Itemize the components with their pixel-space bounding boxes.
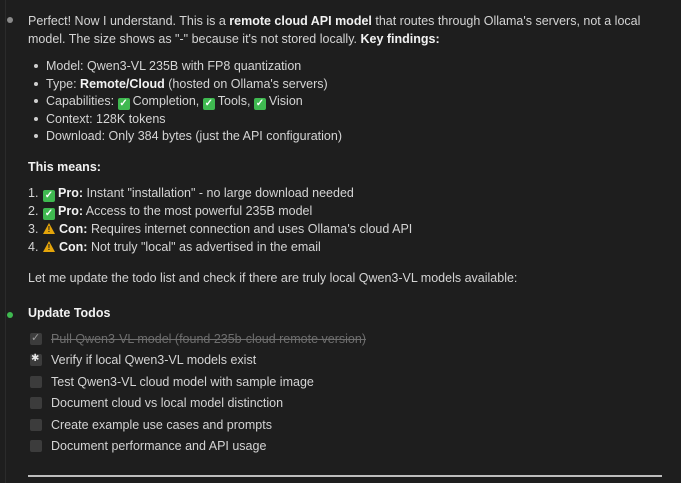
- list-item: 4. ! Con: Not truly "local" as advertised in the email: [28, 239, 321, 254]
- findings-list: [28, 57, 668, 145]
- checkbox-checked-icon: [30, 333, 42, 345]
- todo-list: [30, 328, 366, 457]
- warning-icon: !: [43, 223, 55, 234]
- message-bullet: [7, 17, 13, 23]
- list-item: 1. ✓ Pro: Instant "installation" - no large download needed: [28, 185, 354, 201]
- checkbox-empty-icon: [30, 419, 42, 431]
- check-icon: ✓: [255, 98, 265, 110]
- todo-item: Create example use cases and prompts: [30, 414, 366, 436]
- means-heading: This means:: [28, 159, 101, 174]
- list-item: 3. ! Con: Requires internet connection and uses Ollama's cloud API: [28, 221, 413, 236]
- means-list: [28, 184, 668, 256]
- todo-item: ✓ Pull Qwen3-VL model (found 235b-cloud remote version): [30, 328, 366, 350]
- list-item: Context: 128K tokens: [46, 110, 668, 128]
- check-icon: ✓: [44, 189, 54, 201]
- check-icon: ✓: [44, 207, 54, 219]
- list-item: Capabilities: ✓ Completion, ✓ Tools, ✓ Vision: [46, 92, 668, 110]
- checkbox-empty-icon: [30, 397, 42, 409]
- timeline-rail: [5, 0, 6, 483]
- todo-item: Test Qwen3-VL cloud model with sample image: [30, 371, 366, 393]
- in-progress-icon: [30, 354, 42, 366]
- check-icon: ✓: [119, 98, 128, 110]
- todos-title: Update Todos: [28, 306, 111, 320]
- warning-icon: !: [43, 241, 55, 252]
- list-item: Download: Only 384 bytes (just the API configuration): [46, 127, 668, 145]
- assistant-message: [28, 12, 668, 287]
- todo-item: Document performance and API usage: [30, 436, 366, 458]
- followup-paragraph: Let me update the todo list and check if there are truly local Qwen3-VL models available:: [28, 270, 518, 285]
- todo-item: ✱ Verify if local Qwen3-VL models exist: [30, 350, 366, 372]
- check-icon: ✓: [204, 98, 213, 110]
- tool-status-dot: [7, 312, 13, 318]
- list-item: Type: Remote/Cloud (hosted on Ollama's servers): [46, 75, 668, 93]
- list-item: Model: Qwen3-VL 235B with FP8 quantization: [46, 57, 668, 75]
- input-divider: [28, 475, 662, 477]
- checkbox-empty-icon: [30, 376, 42, 388]
- todo-item: Document cloud vs local model distinction: [30, 393, 366, 415]
- list-item: 2. ✓ Pro: Access to the most powerful 235B model: [28, 203, 313, 219]
- checkbox-empty-icon: [30, 440, 42, 452]
- intro-paragraph: Perfect! Now I understand. This is a remote cloud API model that routes through Ollama's servers, not a local model. The size shows as "-" because it's not stored locally. Key findings:: [28, 14, 641, 46]
